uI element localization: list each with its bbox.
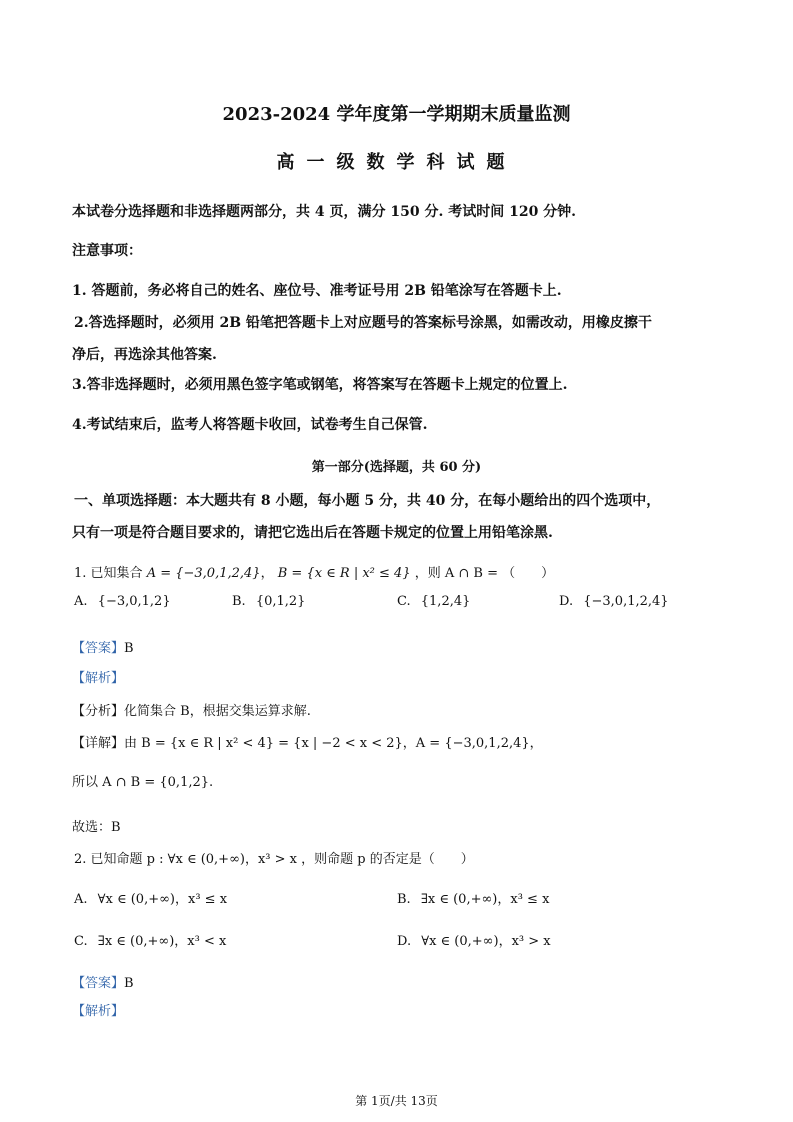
- q1-option-a: [74, 594, 171, 609]
- q1-answer-value: B: [124, 641, 134, 656]
- notice-2: 2.答选择题时，必须用 2B 铅笔把答题卡上对应题号的答案标号涂黑，如需改动，用橡皮擦干: [74, 315, 652, 331]
- q1-option-a-label: A.: [74, 594, 88, 609]
- q1-answer: [72, 637, 134, 656]
- q1-option-d-text: {−3,0,1,2,4}: [583, 594, 669, 609]
- q2-option-a-text: ∀x ∈ (0,+∞)，x³ ≤ x: [97, 892, 228, 907]
- q1-option-b: [232, 594, 305, 609]
- q1-stem-suffix: ，则 A ∩ B = （ ）: [414, 566, 555, 581]
- q1-set-b: B = {x ∈ R | x² ≤ 4}: [277, 566, 411, 581]
- q2-option-a-label: A.: [74, 892, 88, 907]
- exam-subtitle: 高一级数学科试题: [276, 152, 517, 173]
- q1-option-c-text: {1,2,4}: [420, 594, 471, 609]
- q1-stem-prefix: 1. 已知集合: [74, 566, 143, 581]
- q2-option-a: [74, 888, 227, 907]
- q2-option-c-text: ∃x ∈ (0,+∞)，x³ < x: [97, 934, 227, 949]
- q2-answer: [72, 972, 134, 991]
- q1-detail-text: 由 B = {x ∈ R | x² < 4} = {x | −2 < x < 2}，A = {−3,0,1,2,4}，: [124, 736, 543, 751]
- q1-choice: 故选：B: [72, 820, 121, 835]
- q2-option-d: [397, 930, 551, 949]
- section-heading-line-1: 一、单项选择题：本大题共有 8 小题，每小题 5 分，共 40 分，在每小题给出的四个选项中，: [74, 493, 661, 509]
- q1-fenxi-tag: 【分析】: [72, 704, 125, 719]
- q2-analysis-tag: 【解析】: [72, 1004, 125, 1019]
- q1-option-a-text: {−3,0,1,2}: [97, 594, 171, 609]
- q2-option-b: [397, 888, 549, 907]
- q1-option-b-label: B.: [232, 594, 246, 609]
- question-1-stem: 1. 已知集合 A = {−3,0,1,2,4}， B = {x ∈ R | x² ≤ 4} ，则 A ∩ B = （ ）: [74, 566, 555, 581]
- q2-option-c-label: C.: [74, 934, 88, 949]
- q1-option-d: [559, 594, 669, 609]
- q1-option-d-label: D.: [559, 594, 574, 609]
- exam-intro: 本试卷分选择题和非选择题两部分，共 4 页，满分 150 分. 考试时间 120 分钟.: [72, 204, 577, 220]
- page-footer: 第 1页/共 13页: [355, 1094, 438, 1108]
- q2-option-d-text: ∀x ∈ (0,+∞)，x³ > x: [421, 934, 551, 949]
- q1-detail: [72, 732, 543, 751]
- part-heading: 第一部分(选择题，共 60 分): [311, 460, 482, 475]
- q2-option-b-label: B.: [397, 892, 411, 907]
- q1-option-c: [397, 594, 470, 609]
- notice-1: 1. 答题前，务必将自己的姓名、座位号、准考证号用 2B 铅笔涂写在答题卡上.: [72, 283, 562, 299]
- notice-3: 3.答非选择题时，必须用黑色签字笔或钢笔，将答案写在答题卡上规定的位置上.: [72, 377, 568, 393]
- q1-fenxi-text: 化简集合 B，根据交集运算求解.: [124, 704, 311, 719]
- q1-option-b-text: {0,1,2}: [255, 594, 306, 609]
- q2-option-d-label: D.: [397, 934, 412, 949]
- notice-4: 4.考试结束后，监考人将答题卡收回，试卷考生自己保管.: [72, 417, 428, 433]
- exam-title: 2023-2024 学年度第一学期期末质量监测: [222, 104, 571, 125]
- q1-fenxi: [72, 700, 311, 719]
- question-2-stem: 2. 已知命题 p : ∀x ∈ (0,+∞)，x³ > x ，则命题 p 的否定是（ ）: [74, 852, 474, 867]
- q2-option-c: [74, 930, 226, 949]
- q1-detail-tag: 【详解】: [72, 736, 125, 751]
- q1-conclusion: 所以 A ∩ B = {0,1,2}.: [72, 775, 214, 790]
- q1-set-a: A = {−3,0,1,2,4}: [146, 566, 261, 581]
- notice-title: 注意事项：: [72, 243, 142, 259]
- q1-analysis-tag: 【解析】: [72, 671, 125, 686]
- q2-option-b-text: ∃x ∈ (0,+∞)，x³ ≤ x: [420, 892, 550, 907]
- q2-answer-tag: 【答案】: [72, 976, 125, 991]
- q1-answer-tag: 【答案】: [72, 641, 125, 656]
- section-heading-line-2: 只有一项是符合题目要求的，请把它选出后在答题卡规定的位置上用铅笔涂黑.: [72, 525, 553, 541]
- q1-option-c-label: C.: [397, 594, 411, 609]
- q2-answer-value: B: [124, 976, 134, 991]
- notice-2-cont: 净后，再选涂其他答案.: [72, 347, 217, 363]
